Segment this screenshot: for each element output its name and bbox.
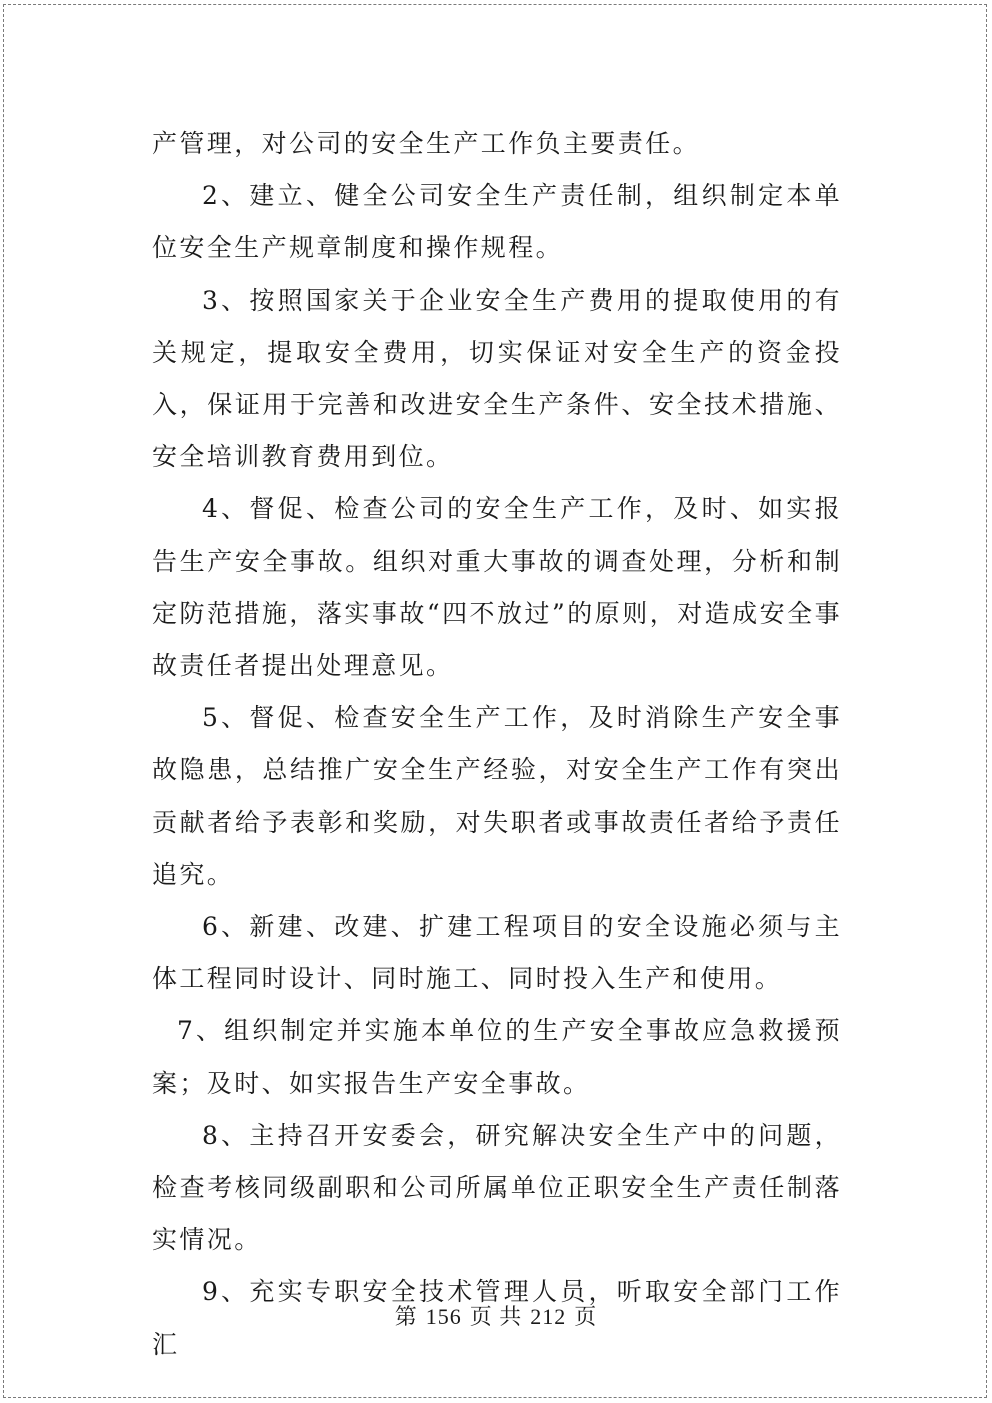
paragraph-6: 6、新建、改建、扩建工程项目的安全设施必须与主体工程同时设计、同时施工、同时投入生产和使用。 xyxy=(152,912,842,994)
paragraph-3: 3、按照国家关于企业安全生产费用的提取使用的有关规定，提取安全费用，切实保证对安全生产的资金投入，保证用于完善和改进安全生产条件、安全技术措施、安全培训教育费用到位。 xyxy=(152,285,842,472)
footer-prefix: 第 xyxy=(394,1304,418,1329)
footer-middle: 页 共 xyxy=(469,1304,523,1329)
paragraph-2: 2、建立、健全公司安全生产责任制，组织制定本单位安全生产规章制度和操作规程。 xyxy=(152,181,842,263)
page-footer xyxy=(0,1300,992,1331)
total-pages-number: 212 xyxy=(530,1304,567,1329)
document-body xyxy=(152,118,842,1371)
paragraph-8: 8、主持召开安委会，研究解决安全生产中的问题，检查考核同级副职和公司所属单位正职安全生产责任制落实情况。 xyxy=(152,1120,842,1255)
footer-suffix: 页 xyxy=(574,1304,598,1329)
paragraph-5: 5、督促、检查安全生产工作，及时消除生产安全事故隐患，总结推广安全生产经验，对安全生产工作有突出贡献者给予表彰和奖励，对失职者或事故责任者给予责任追究。 xyxy=(152,703,842,889)
paragraph-7: 7、组织制定并实施本单位的生产安全事故应急救援预案；及时、如实报告生产安全事故。 xyxy=(152,1016,842,1098)
paragraph-1: 产管理，对公司的安全生产工作负主要责任。 xyxy=(152,129,701,158)
paragraph-9: 9、充实专职安全技术管理人员，听取安全部门工作汇 xyxy=(152,1277,842,1359)
current-page-number: 156 xyxy=(425,1304,462,1329)
paragraph-4: 4、督促、检查公司的安全生产工作，及时、如实报告生产安全事故。组织对重大事故的调查处理，分析和制定防范措施，落实事故“四不放过”的原则，对造成安全事故责任者提出处理意见。 xyxy=(152,494,842,681)
